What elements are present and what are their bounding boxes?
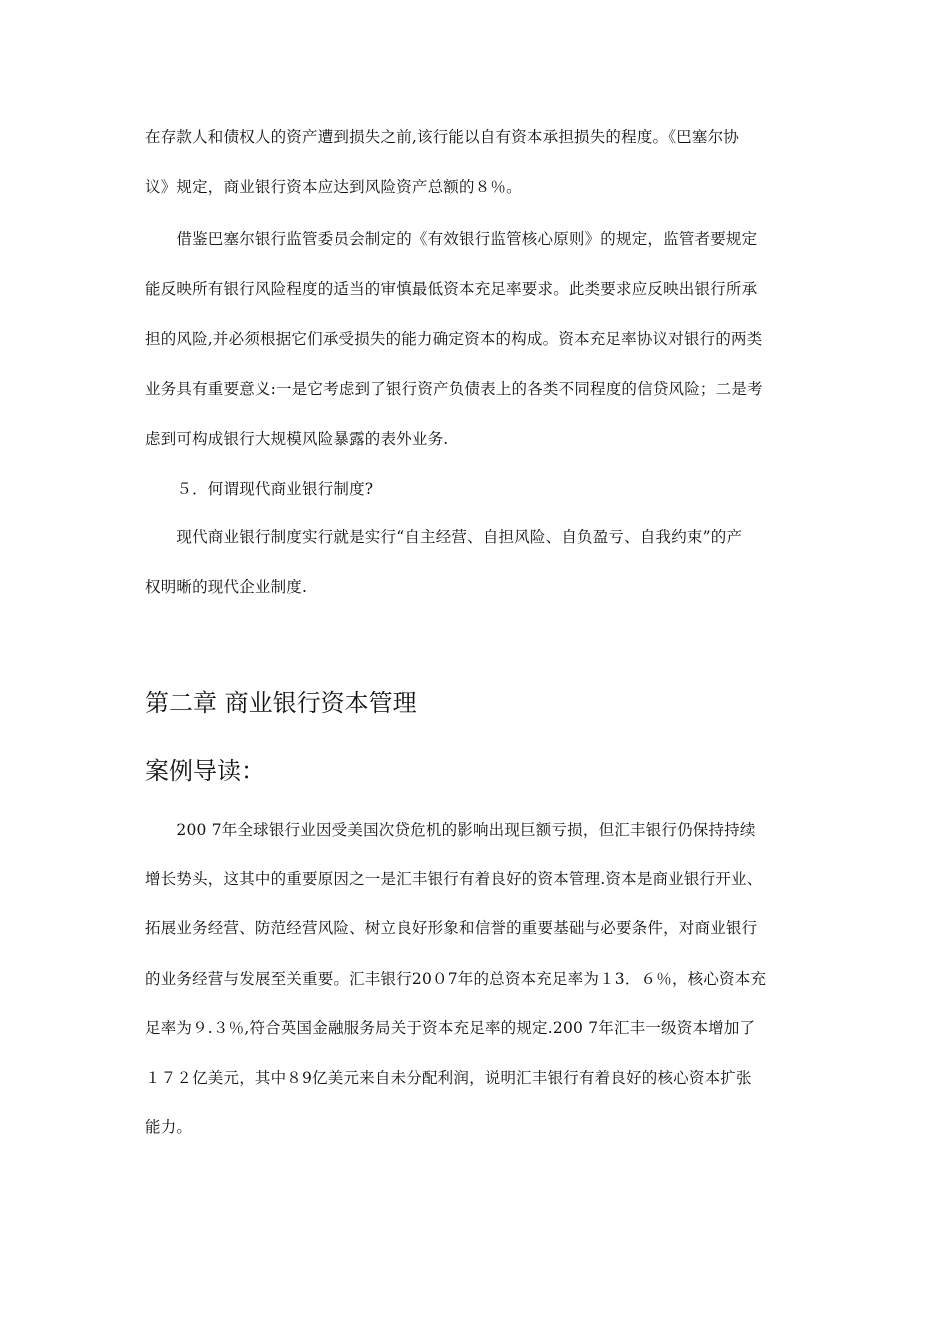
paragraph-line: 权明晰的现代企业制度. [145, 578, 308, 596]
paragraph-line: 足率为９.３％,符合英国金融服务局关于资本充足率的规定.200 7年汇丰一级资本增加了 [145, 1019, 756, 1037]
paragraph-line: 现代商业银行制度实行就是实行“自主经营、自担风险、自负盈亏、自我约束”的产 [145, 528, 743, 546]
paragraph-line: 增长势头，这其中的重要原因之一是汇丰银行有着良好的资本管理.资本是商业银行开业、 [145, 870, 763, 888]
paragraph-line: 议》规定，商业银行资本应达到风险资产总额的８％。 [145, 178, 522, 196]
paragraph-line: 在存款人和债权人的资产遭到损失之前,该行能以自有资本承担损失的程度。《巴塞尔协 [145, 128, 739, 146]
paragraph-line: 能反映所有银行风险程度的适当的审慎最低资本充足率要求。此类要求应反映出银行所承 [145, 280, 758, 298]
paragraph-line: 借鉴巴塞尔银行监管委员会制定的《有效银行监管核心原则》的规定，监管者要规定 [145, 230, 758, 248]
paragraph-line: 虑到可构成银行大规模风险暴露的表外业务. [145, 430, 449, 448]
paragraph-line: 担的风险,并必须根据它们承受损失的能力确定资本的构成。资本充足率协议对银行的两类 [145, 330, 763, 348]
paragraph-line: １７２亿美元，其中８9亿美元来自未分配利润，说明汇丰银行有着良好的核心资本扩张 [145, 1069, 752, 1087]
paragraph-line: 拓展业务经营、防范经营风险、树立良好形象和信誉的重要基础与必要条件，对商业银行 [145, 919, 758, 937]
case-title: 案例导读： [145, 757, 265, 785]
chapter-title: 第二章 商业银行资本管理 [145, 689, 417, 717]
paragraph-line: 业务具有重要意义:一是它考虑到了银行资产负债表上的各类不同程度的信贷风险；二是考 [145, 380, 763, 398]
paragraph-line: 200 7年全球银行业因受美国次贷危机的影响出现巨额亏损，但汇丰银行仍保持持续 [145, 821, 756, 839]
question-heading: ５．何谓现代商业银行制度? [145, 480, 374, 498]
paragraph-line: 的业务经营与发展至关重要。汇丰银行20０7年的总资本充足率为１3．６％，核心资本充 [145, 970, 767, 988]
paragraph-line: 能力。 [145, 1118, 193, 1136]
